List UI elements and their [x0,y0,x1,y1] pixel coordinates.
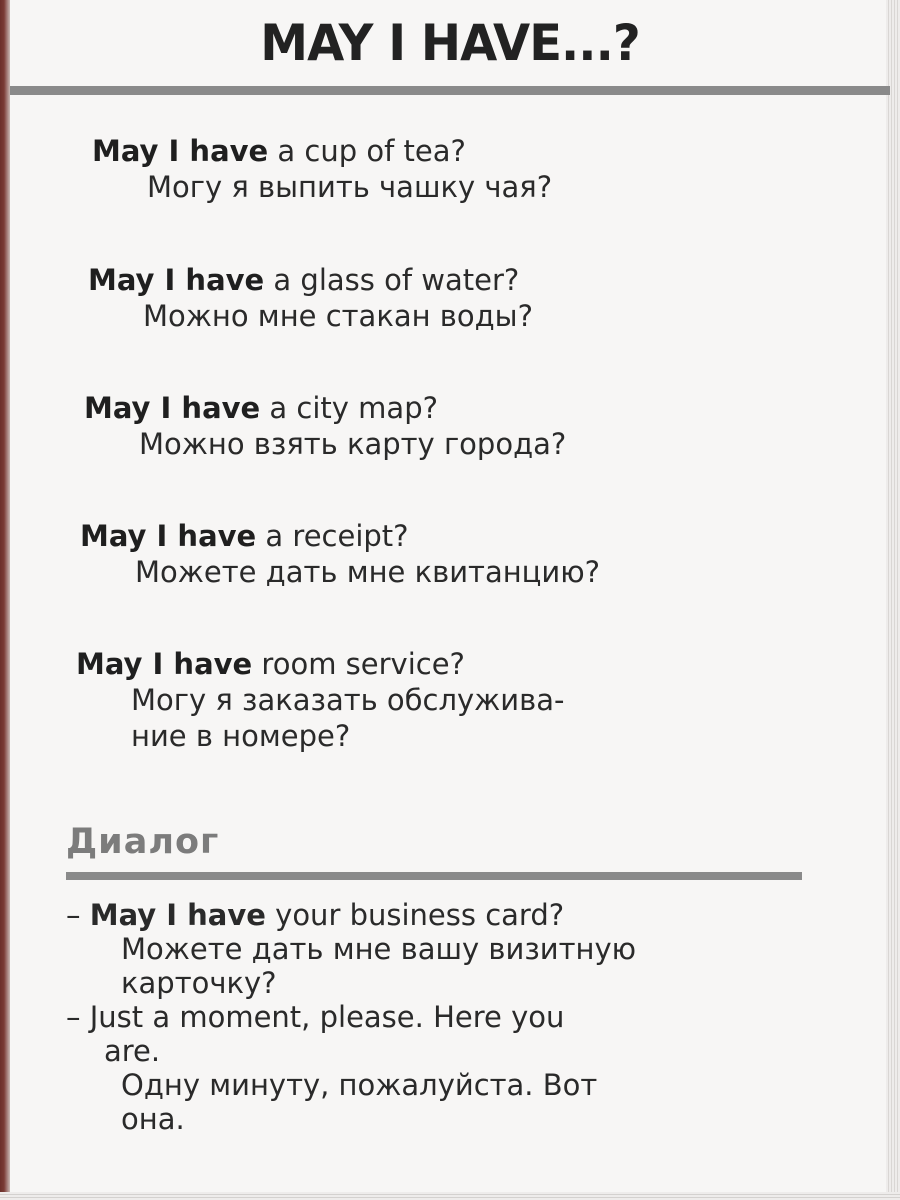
phrase-item [88,262,533,334]
dialog-translation-2a: Одну минуту, пожалуйста. Вот [121,1068,598,1102]
phrase-english [80,518,600,554]
phrase-keyword: May I have [92,134,269,168]
phrase-rest: a city map? [260,391,438,425]
dialog-divider [66,872,802,880]
dialog-line-2a: – Just a moment, please. Here you [66,1000,565,1034]
phrase-english [84,390,566,426]
phrase-rest: room service? [252,647,465,681]
phrase-keyword: May I have [76,647,253,681]
phrase-translation: Можете дать мне квитанцию? [135,555,601,589]
phrase-english [76,646,565,682]
dialog-line-1-rest: your business card? [265,898,565,932]
title-divider [10,86,890,95]
phrase-translation: Могу я выпить чашку чая? [147,170,553,204]
phrase-rest: a glass of water? [264,263,520,297]
phrase-translation: Можно взять карту города? [139,427,567,461]
dialog-line-2b: are. [104,1034,161,1068]
phrase-translation-line: Могу я заказать обслужива- [131,683,565,717]
dialog-translation-1b: карточку? [121,966,277,1000]
page-title: MAY I HAVE...? [260,14,640,72]
dialog-translation-1a: Можете дать мне вашу визитную [121,932,637,966]
dialog-heading: Диалог [66,822,220,862]
phrase-keyword: May I have [80,519,257,553]
page-stack-edge [886,0,900,1200]
page-bottom-edge [0,1192,900,1200]
dialog-translation-2b: она. [121,1102,185,1136]
phrase-item [76,646,565,754]
phrase-keyword: May I have [88,263,265,297]
dialog-keyword: May I have [89,898,266,932]
phrase-translation-line: ние в номере? [131,719,351,753]
phrase-english [88,262,533,298]
phrase-translation: Можно мне стакан воды? [143,299,533,333]
phrase-item [84,390,566,462]
dialog-block [66,898,826,1136]
phrase-item [80,518,600,590]
phrase-rest: a cup of tea? [268,134,466,168]
phrase-english [92,133,552,169]
dialog-line-1 [66,898,826,932]
book-spine-edge [0,0,10,1200]
phrase-keyword: May I have [84,391,261,425]
dialog-dash: – [66,898,90,932]
phrase-item [92,133,552,205]
phrase-rest: a receipt? [256,519,409,553]
